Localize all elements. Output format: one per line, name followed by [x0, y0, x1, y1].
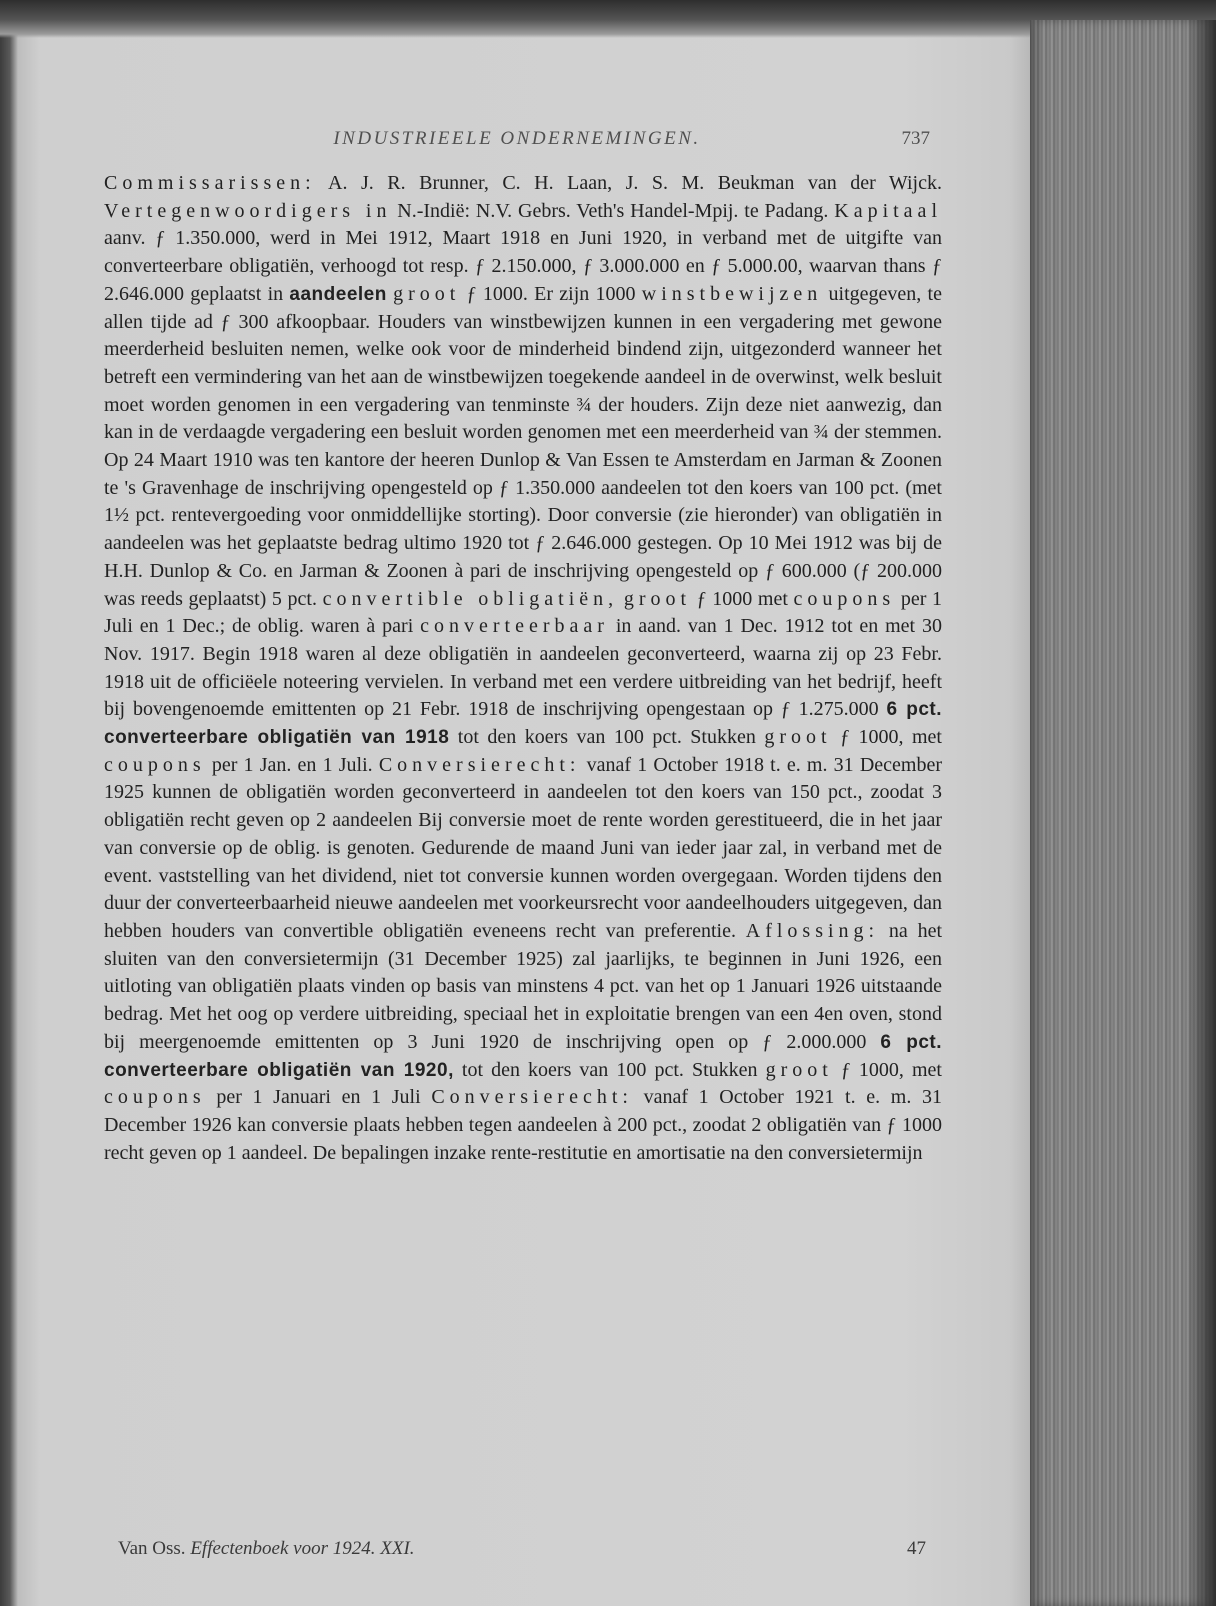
label-kapitaal: Kapitaal — [834, 199, 942, 222]
label-convertible-obligatien: convertible obligatiën, — [322, 587, 619, 610]
footer-volume: XXI. — [380, 1538, 415, 1559]
label-conversierecht: Conversierecht: — [378, 753, 581, 776]
label-winstbewijzen: winstbewijzen — [641, 282, 823, 305]
text-run: ƒ 1000, met — [831, 726, 942, 749]
text-run: per 1 Januari en 1 Juli — [205, 1086, 432, 1109]
page-footer — [118, 1538, 926, 1566]
label-groot: groot — [764, 726, 832, 749]
bold-loan-1918: 6 pct. converteerbare obligatiën van 1918 — [104, 699, 943, 749]
label-conversierecht: Conversierecht: — [431, 1086, 633, 1109]
text-run: ƒ 1000, met — [832, 1058, 942, 1081]
running-title: INDUSTRIEELE ONDERNEMINGEN. — [333, 128, 701, 149]
label-coupons: coupons — [104, 753, 206, 776]
label-groot: groot — [765, 1058, 833, 1081]
text-run: vanaf 1 October 1921 t. e. m. 31 December 1926 kan conversie plaats hebben tegen aandeelen à 200 pct., zoodat 2 obligatiën van ƒ 1000 recht geven op 1 aandeel. De bepalingen inzake rente-restitutie en amortisatie na den conversietermijn — [104, 1086, 942, 1164]
bold-loan-1920: 6 pct. converteerbare obligatiën van 1920, — [104, 1031, 942, 1081]
page-header — [104, 128, 930, 158]
text-run: ƒ 1000 met — [691, 587, 794, 610]
text-run: na het sluiten van den conversietermijn (31 December 1925) zal jaarlijks, te beginnen in Juni 1926, een uitloting van obligatiën plaats vinden op basis van minstens 4 pct. van het op 1 Januari 1926 uitstaande bedrag. Met het oog op verdere uitbreiding, speciaal het in exploitatie brengen van een 4en oven, stond bij meergenoemde emittenten op 3 Juni 1920 de inschrijving open op ƒ 2.000.000 — [104, 919, 943, 1053]
label-aflossing: Aflossing: — [745, 919, 880, 942]
text-run: ƒ 1000. Er zijn 1000 — [460, 282, 642, 305]
label-converteerbaar: converteerbaar — [420, 615, 609, 638]
book-page-edges — [1030, 20, 1216, 1606]
page-number: 737 — [901, 128, 930, 149]
footer-source — [118, 1538, 415, 1560]
text-run: tot den koers van 100 pct. Stukken — [453, 1058, 766, 1081]
footer-sheet-number: 47 — [907, 1538, 926, 1559]
text-run: aanv. ƒ 1.350.000, werd in Mei 1912, Maart 1918 en Juni 1920, in verband met de uitgifte van converteerbare obligatiën, verhoogd tot resp. ƒ 2.150.000, ƒ 3.000.000 en ƒ 5.000.00, waarvan thans ƒ 2.646.000 geplaatst in — [104, 227, 942, 305]
text-run: in aand. van 1 Dec. 1912 tot en met 30 Nov. 1917. Begin 1918 waren al deze obligatiën in aandeelen geconverteerd, waarna zij op 23 Febr. 1918 uit de officiëele noteering vervielen. In verband met een verdere uitbreiding van het bedrijf, heeft bij bovengenoemde emittenten op 21 Febr. 1918 de inschrijving opengestaan op ƒ 1.275.000 — [104, 615, 942, 721]
text-run: A. J. R. Brunner, C. H. Laan, J. S. M. Beukman van der Wijck. — [315, 172, 942, 194]
text-run: per 1 Jan. en 1 Juli. — [205, 753, 379, 776]
text-run: N.-Indië: N.V. Gebrs. Veth's Handel-Mpij. te Padang. — [391, 199, 835, 222]
bold-aandeelen: aandeelen — [289, 283, 387, 305]
label-groot: groot — [393, 282, 461, 305]
footer-publisher: Van Oss. — [118, 1538, 186, 1559]
text-run: uitgegeven, te allen tijde ad ƒ 300 afkoopbaar. Houders van winstbewijzen kunnen in een vergadering met gewone meerderheid besluiten nemen, welke ook voor de minderheid bindend zijn, uitgezonderd wanneer het betreft een vermindering van het aan de winstbewijzen toegekende aandeel in de overwinst, welk besluit moet worden genomen in een vergadering van tenminste ¾ der houders. Zijn deze niet aanwezig, dan kan in de verdaagde vergadering een besluit worden genomen met een meerderheid van ¾ der stemmen. Op 24 Maart 1910 was ten kantore der heeren Dunlop & Van Essen te Amsterdam en Jarman & Zoonen te 's Gravenhage de inschrijving opengesteld op ƒ 1.350.000 aandeelen tot den koers van 100 pct. (met 1½ pct. rentevergoeding voor onmiddellijke storting). Door conversie (zie hieronder) van obligatiën in aandeelen was het geplaatste bedrag ultimo 1920 tot ƒ 2.646.000 gestegen. Op 10 Mei 1912 was bij de H.H. Dunlop & Co. en Jarman & Zoonen à pari de inschrijving opengesteld op ƒ 600.000 (ƒ 200.000 was reeds geplaatst) 5 pct. — [104, 282, 942, 610]
body-paragraph — [104, 170, 942, 1167]
label-coupons: coupons — [104, 1086, 206, 1109]
label-commissarissen: Commissarissen: — [104, 172, 316, 194]
footer-title: Effectenboek voor 1924. — [190, 1538, 376, 1559]
label-groot: groot — [623, 587, 692, 610]
label-coupons: coupons — [793, 587, 896, 610]
label-vertegenwoordigers: Vertegenwoordigers in — [104, 199, 392, 222]
article-body — [104, 170, 942, 1167]
text-run: vanaf 1 October 1918 t. e. m. 31 December 1925 kunnen de obligatiën worden geconverteerd in aandeelen tot den koers van 150 pct., zoodat 3 obligatiën recht geven op 2 aandeelen Bij conversie moet de rente worden gerestitueerd, die in het jaar van conversie op de oblig. is genoten. Gedurende de maand Juni van ieder jaar zal, in verband met de event. vaststelling van het dividend, niet tot conversie kunnen worden overgegaan. Worden tijdens den duur der converteerbaarheid nieuwe aandeelen met voorkeursrecht voor aandeelhouders uitgegeven, dan hebben houders van convertible obligatiën eveneens recht van preferentie. — [104, 753, 942, 942]
text-run: per 1 Juli en 1 Dec.; de oblig. waren à pari — [104, 587, 942, 638]
text-run: tot den koers van 100 pct. Stukken — [449, 726, 765, 749]
